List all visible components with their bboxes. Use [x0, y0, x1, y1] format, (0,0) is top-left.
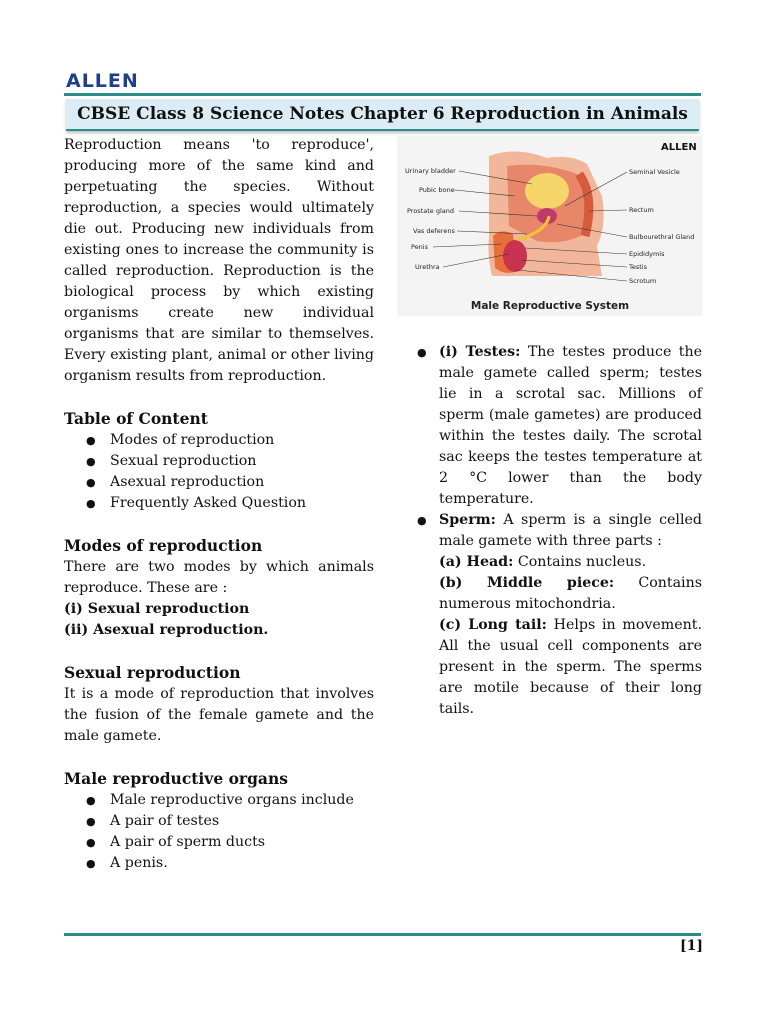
label-urethra: Urethra: [415, 263, 440, 271]
label-epididymis: Epididymis: [629, 250, 665, 258]
bladder-shape: [525, 173, 569, 209]
right-column: [415, 342, 702, 720]
label-penis: Penis: [411, 243, 428, 251]
sperm-head: (a) Head: Contains nucleus.: [439, 554, 647, 570]
footer-rule: [64, 933, 701, 936]
list-item: ● A penis.: [64, 853, 374, 874]
toc-list: [64, 430, 374, 514]
left-column: [64, 135, 374, 874]
list-item: ● A pair of testes: [64, 811, 374, 832]
list-item: ● Male reproductive organs include: [64, 790, 374, 811]
header-rule: [64, 93, 701, 96]
sexual-text: It is a mode of reproduction that involves the fusion of the female gamete and the male gamete.: [64, 686, 374, 744]
label-rectum: Rectum: [629, 206, 654, 214]
figure-caption: Male Reproductive System: [470, 300, 630, 312]
page-number: [1]: [680, 938, 703, 954]
sexual-heading: Sexual reproduction: [64, 663, 241, 682]
right-list: [415, 342, 702, 552]
toc-item[interactable]: ● Asexual reproduction: [64, 472, 374, 493]
allen-logo: ALLEN: [66, 70, 139, 92]
page-title: CBSE Class 8 Science Notes Chapter 6 Reproduction in Animals: [66, 99, 699, 131]
label-pubic-bone: Pubic bone: [419, 186, 455, 194]
label-seminal-vesicle: Seminal Vesicle: [629, 168, 680, 176]
anatomy-diagram: [397, 136, 703, 316]
male-reproductive-system-figure: [397, 136, 703, 316]
testis-shape: [503, 240, 527, 272]
label-prostate-gland: Prostate gland: [407, 207, 455, 215]
toc-item[interactable]: ● Modes of reproduction: [64, 430, 374, 451]
sperm-long-tail: (c) Long tail: Helps in movement. All the usual cell components are present in the sperm. The sperms are motile because of their long tails.: [439, 617, 702, 717]
modes-item-sexual: (i) Sexual reproduction: [64, 601, 250, 617]
sperm-middle-piece: (b) Middle piece: Contains numerous mitochondria.: [439, 575, 702, 612]
modes-heading: Modes of reproduction: [64, 536, 263, 555]
modes-text: There are two modes by which animals reproduce. These are :: [64, 559, 374, 596]
list-item-sperm: ● Sperm: A sperm is a single celled male gamete with three parts :: [415, 510, 702, 552]
list-item: ● A pair of sperm ducts: [64, 832, 374, 853]
figure-logo: ALLEN: [661, 142, 697, 153]
toc-item[interactable]: ● Sexual reproduction: [64, 451, 374, 472]
toc-heading: Table of Content: [64, 409, 208, 428]
male-organs-heading: Male reproductive organs: [64, 769, 288, 788]
list-item-testes: ● (i) Testes: The testes produce the male gamete called sperm; testes lie in a scrotal sac. Millions of sperm (male gametes) are produced within the testes daily. The scrotal sac keeps the testes temperature at 2 °C lower than the body temperature.: [415, 342, 702, 510]
intro-paragraph: Reproduction means 'to reproduce', producing more of the same kind and perpetuating the species. Without reproduction, a species would ultimately die out. Producing new individuals from existing ones to increase the community is called reproduction. Reproduction is the biological process by which existing organisms create new individual organisms that are similar to themselves. Every existing plant, animal or other living organism results from reproduction.: [64, 137, 374, 384]
label-urinary-bladder: Urinary bladder: [405, 167, 456, 175]
male-organs-list: [64, 790, 374, 874]
toc-item[interactable]: ● Frequently Asked Question: [64, 493, 374, 514]
label-scrotum: Scrotum: [629, 277, 657, 285]
label-testis: Testis: [629, 263, 647, 271]
label-vas-deferens: Vas deferens: [413, 227, 455, 235]
label-bulbourethral-gland: Bulbourethral Gland: [629, 233, 695, 241]
modes-item-asexual: (ii) Asexual reproduction.: [64, 622, 269, 638]
